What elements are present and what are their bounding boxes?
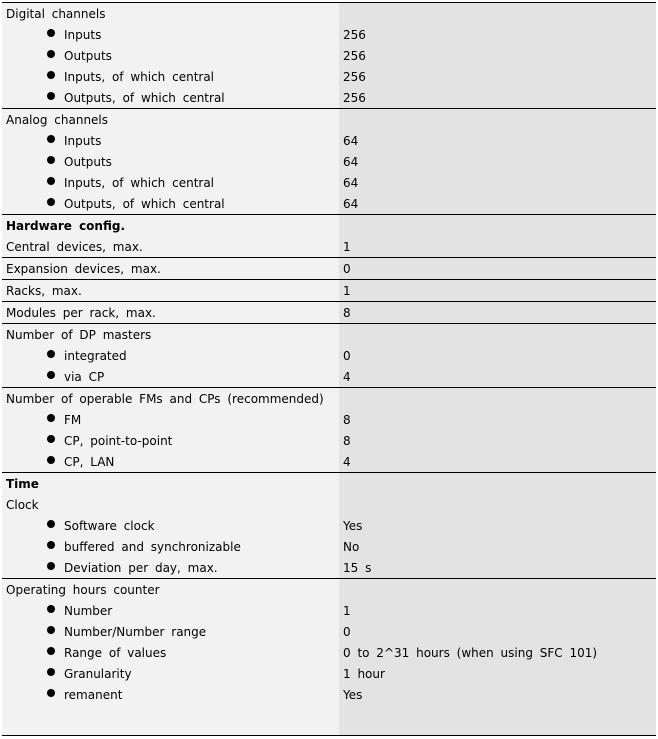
spec-section — [2, 388, 656, 473]
spec-row — [2, 236, 656, 257]
spec-value: 1 — [343, 284, 351, 298]
spec-label: FM — [64, 413, 82, 427]
spec-subitem-row — [2, 536, 656, 557]
spec-label: Clock — [6, 498, 39, 512]
spec-label: Outputs — [64, 155, 112, 169]
spec-subitem-row — [2, 24, 656, 45]
spec-row — [2, 324, 656, 345]
spec-value: 256 — [343, 28, 366, 42]
spec-subitem-row — [2, 557, 656, 578]
spec-label: Inputs — [64, 28, 102, 42]
bullet-icon — [47, 562, 55, 570]
spec-subitem-row — [2, 87, 656, 108]
spec-subitem-row — [2, 621, 656, 642]
spec-subitem-row — [2, 684, 656, 705]
spec-label: CP, LAN — [64, 455, 115, 469]
spec-subitem-row — [2, 600, 656, 621]
spec-row — [2, 579, 656, 600]
spec-value: 0 — [343, 349, 351, 363]
spec-row — [2, 3, 656, 24]
spec-subitem-row — [2, 409, 656, 430]
spec-value: 1 — [343, 604, 351, 618]
spec-value: 8 — [343, 306, 351, 320]
spec-table — [2, 2, 656, 736]
spec-label: Number of operable FMs and CPs (recommended) — [6, 392, 324, 406]
spec-label: buffered and synchronizable — [64, 540, 241, 554]
spec-label: Operating hours counter — [6, 583, 160, 597]
spec-value: Yes — [343, 688, 363, 702]
spec-label: Expansion devices, max. — [6, 262, 161, 276]
bullet-icon — [47, 198, 55, 206]
spec-section — [2, 280, 656, 302]
spec-label: Range of values — [64, 646, 167, 660]
bullet-icon — [47, 541, 55, 549]
spec-value: 0 to 2^31 hours (when using SFC 101) — [343, 646, 598, 660]
spec-label: Inputs, of which central — [64, 176, 215, 190]
spec-label: remanent — [64, 688, 123, 702]
bullet-icon — [47, 156, 55, 164]
spec-subitem-row — [2, 366, 656, 387]
bullet-icon — [47, 371, 55, 379]
section-heading: Time — [6, 477, 39, 491]
spec-subitem-row — [2, 193, 656, 214]
spec-label: Number — [64, 604, 113, 618]
spec-value: 4 — [343, 455, 351, 469]
spec-section — [2, 3, 656, 109]
bullet-icon — [47, 350, 55, 358]
bullet-icon — [47, 135, 55, 143]
spec-subitem-row — [2, 430, 656, 451]
spec-label: Outputs, of which central — [64, 91, 225, 105]
spec-value: 8 — [343, 413, 351, 427]
spec-subitem-row — [2, 172, 656, 193]
spec-section — [2, 109, 656, 215]
spec-label: Modules per rack, max. — [6, 306, 156, 320]
bullet-icon — [47, 456, 55, 464]
spec-value: 1 — [343, 240, 351, 254]
bullet-icon — [47, 29, 55, 37]
bullet-icon — [47, 177, 55, 185]
spec-row — [2, 280, 656, 301]
section-heading-row — [2, 473, 656, 494]
spec-label: Digital channels — [6, 7, 106, 21]
spec-value: 64 — [343, 176, 359, 190]
spec-section — [2, 324, 656, 388]
spec-value: 64 — [343, 197, 359, 211]
bullet-icon — [47, 626, 55, 634]
spec-subitem-row — [2, 451, 656, 472]
bullet-icon — [47, 668, 55, 676]
spec-value: No — [343, 540, 360, 554]
bullet-icon — [47, 92, 55, 100]
spec-value: 256 — [343, 49, 366, 63]
spec-label: Number of DP masters — [6, 328, 152, 342]
spec-section — [2, 473, 656, 579]
spec-section — [2, 302, 656, 324]
spec-label: Number/Number range — [64, 625, 207, 639]
spec-row — [2, 388, 656, 409]
spec-row — [2, 258, 656, 279]
spec-label: Outputs — [64, 49, 112, 63]
spec-subitem-row — [2, 515, 656, 536]
spec-label: Outputs, of which central — [64, 197, 225, 211]
spec-label: via CP — [64, 370, 105, 384]
spec-value: 1 hour — [343, 667, 385, 681]
spec-label: Inputs — [64, 134, 102, 148]
spec-value: 0 — [343, 625, 351, 639]
spec-label: Racks, max. — [6, 284, 82, 298]
section-heading: Hardware config. — [6, 219, 126, 233]
bullet-icon — [47, 414, 55, 422]
spec-label: Software clock — [64, 519, 155, 533]
spec-subitem-row — [2, 45, 656, 66]
spec-subitem-row — [2, 642, 656, 663]
spec-row — [2, 302, 656, 323]
spec-value: 256 — [343, 70, 366, 84]
spec-subitem-row — [2, 663, 656, 684]
spec-section — [2, 258, 656, 280]
spec-value: 0 — [343, 262, 351, 276]
spec-value: 15 s — [343, 561, 372, 575]
bullet-icon — [47, 71, 55, 79]
spec-row — [2, 109, 656, 130]
spec-label: Inputs, of which central — [64, 70, 215, 84]
spec-subitem-row — [2, 66, 656, 87]
bullet-icon — [47, 605, 55, 613]
spec-label: Deviation per day, max. — [64, 561, 218, 575]
spec-row — [2, 494, 656, 515]
spec-subitem-row — [2, 151, 656, 172]
bullet-icon — [47, 520, 55, 528]
bullet-icon — [47, 689, 55, 697]
spec-label: integrated — [64, 349, 127, 363]
spec-subitem-row — [2, 130, 656, 151]
spec-value: 8 — [343, 434, 351, 448]
spec-value: 64 — [343, 134, 359, 148]
spec-value: Yes — [343, 519, 363, 533]
spec-label: Central devices, max. — [6, 240, 143, 254]
spec-label: Analog channels — [6, 113, 109, 127]
spec-section — [2, 579, 656, 705]
spec-subitem-row — [2, 345, 656, 366]
bullet-icon — [47, 50, 55, 58]
spec-label: Granularity — [64, 667, 132, 681]
bullet-icon — [47, 647, 55, 655]
spec-value: 64 — [343, 155, 359, 169]
spec-value: 256 — [343, 91, 366, 105]
spec-label: CP, point-to-point — [64, 434, 173, 448]
section-heading-row — [2, 215, 656, 236]
spec-section — [2, 215, 656, 258]
bullet-icon — [47, 435, 55, 443]
spec-value: 4 — [343, 370, 351, 384]
